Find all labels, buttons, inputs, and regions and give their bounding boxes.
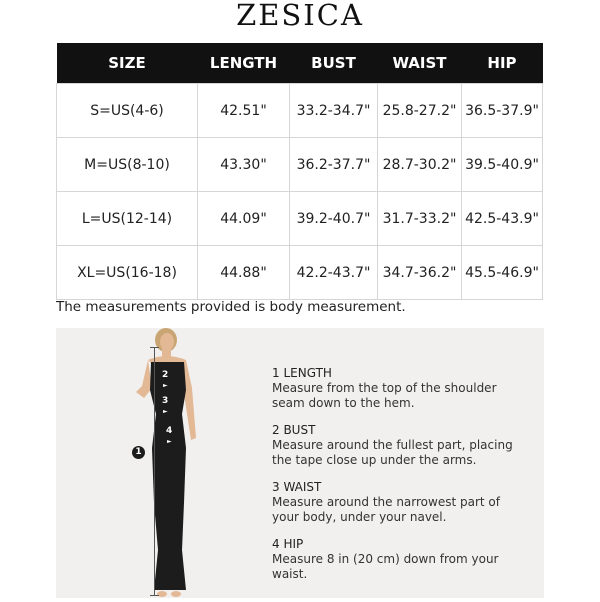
instruction-waist	[272, 480, 532, 525]
size-cell: XL=US(16-18)	[57, 246, 198, 300]
bust-cell: 39.2-40.7"	[290, 192, 378, 246]
length-cell: 44.09"	[198, 192, 290, 246]
instruction-text: Measure from the top of the shoulder	[272, 381, 497, 395]
length-measure-cap	[150, 595, 159, 596]
instruction-text: Measure 8 in (20 cm) down from your waist.	[272, 552, 499, 581]
table-header-row	[57, 43, 543, 84]
table-row	[57, 138, 543, 192]
size-chart-table	[56, 43, 543, 300]
header-length: LENGTH	[198, 43, 290, 84]
instruction-length	[272, 366, 532, 411]
bust-cell: 36.2-37.7"	[290, 138, 378, 192]
length-cell: 43.30"	[198, 138, 290, 192]
instruction-title: 2 BUST	[272, 423, 316, 437]
waist-cell: 34.7-36.2"	[378, 246, 462, 300]
table-row	[57, 246, 543, 300]
marker-bust: 2	[162, 370, 169, 380]
header-size: SIZE	[57, 43, 198, 84]
instruction-text: Measure around the narrowest part of	[272, 495, 500, 509]
instruction-text: the tape close up under the arms.	[272, 453, 477, 467]
length-measure-line	[154, 348, 155, 596]
size-cell: L=US(12-14)	[57, 192, 198, 246]
instruction-title: 3 WAIST	[272, 480, 322, 494]
hip-cell: 45.5-46.9"	[462, 246, 543, 300]
header-bust: BUST	[290, 43, 378, 84]
table-row	[57, 192, 543, 246]
brand-logo: ZESICA	[236, 0, 364, 32]
length-cell: 42.51"	[198, 84, 290, 138]
instruction-title: 4 HIP	[272, 537, 304, 551]
hip-cell: 36.5-37.9"	[462, 84, 543, 138]
marker-length: 1	[132, 446, 145, 459]
measurement-instructions	[272, 366, 532, 594]
instruction-hip	[272, 537, 532, 582]
arrow-icon: ►	[163, 382, 168, 389]
marker-waist: 3	[162, 396, 169, 406]
length-cell: 44.88"	[198, 246, 290, 300]
size-cell: M=US(8-10)	[57, 138, 198, 192]
arrow-icon: ►	[163, 408, 168, 415]
hip-cell: 39.5-40.9"	[462, 138, 543, 192]
waist-cell: 31.7-33.2"	[378, 192, 462, 246]
header-hip: HIP	[462, 43, 543, 84]
dress-model-illustration	[96, 328, 216, 598]
arrow-icon: ►	[167, 438, 172, 445]
header-waist: WAIST	[378, 43, 462, 84]
instruction-title: 1 LENGTH	[272, 366, 332, 380]
measurement-note: The measurements provided is body measurement.	[56, 299, 406, 315]
table-row	[57, 84, 543, 138]
instruction-text: your body, under your navel.	[272, 510, 447, 524]
size-cell: S=US(4-6)	[57, 84, 198, 138]
marker-hip: 4	[166, 426, 173, 436]
length-measure-cap	[150, 347, 159, 348]
measurement-guide-panel	[56, 328, 544, 598]
instruction-text: seam down to the hem.	[272, 396, 415, 410]
waist-cell: 28.7-30.2"	[378, 138, 462, 192]
waist-cell: 25.8-27.2"	[378, 84, 462, 138]
model-figure	[96, 328, 216, 598]
hip-cell: 42.5-43.9"	[462, 192, 543, 246]
instruction-bust	[272, 423, 532, 468]
bust-cell: 42.2-43.7"	[290, 246, 378, 300]
bust-cell: 33.2-34.7"	[290, 84, 378, 138]
instruction-text: Measure around the fullest part, placing	[272, 438, 513, 452]
